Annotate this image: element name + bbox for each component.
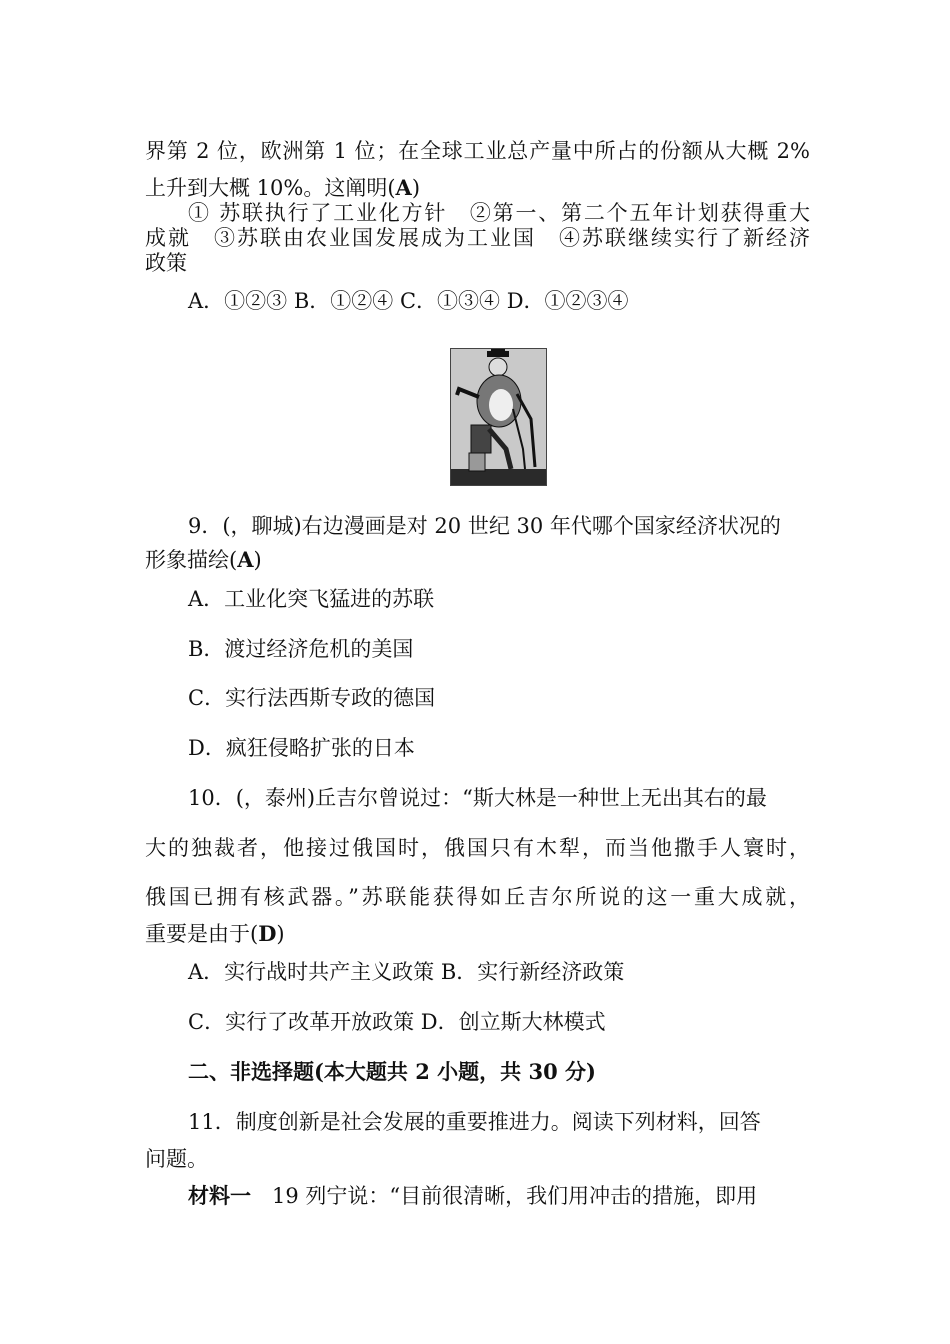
material-one: 材料一 19 列宁说：“目前很清晰，我们用冲击的措施，即用: [188, 1183, 758, 1208]
question-10: 10．(，泰州)丘吉尔曾说过：“斯大林是一种世上无出其右的最: [188, 786, 767, 810]
cartoon-drawing: [451, 349, 546, 485]
question-options: A．①②③ B．①②④ C．①③④ D．①②③④: [188, 289, 629, 313]
option-d: D．疯狂侵略扩张的日本: [188, 736, 415, 760]
options-ab: A．实行战时共产主义政策 B．实行新经济政策: [188, 960, 625, 984]
section-heading: 二、非选择题(本大题共 2 小题，共 30 分): [188, 1059, 596, 1084]
text-line: 大的独裁者，他接过俄国时，俄国只有木犁，而当他撒手人寰时，: [145, 836, 810, 860]
text-line: 俄国已拥有核武器。”苏联能获得如丘吉尔所说的这一重大成就，: [145, 885, 810, 909]
material-label: 材料一: [188, 1183, 251, 1208]
text-line: ① 苏联执行了工业化方针 ②第一、第二个五年计划获得重大: [188, 201, 810, 225]
options-cd: C．实行了改革开放政策 D．创立斯大林模式: [188, 1010, 606, 1034]
text-line: 成就 ③苏联由农业国发展成为工业国 ④苏联继续实行了新经济: [145, 226, 810, 250]
option-c: C．实行法西斯专政的德国: [188, 686, 436, 710]
question-11: 11．制度创新是社会发展的重要推进力。阅读下列材料，回答: [188, 1110, 761, 1134]
answer-q8: A: [395, 175, 412, 200]
text-line: 重要是由于(D): [145, 921, 285, 946]
answer-q9: A: [237, 547, 254, 572]
cartoon-image: [450, 348, 547, 486]
text-line: 问题。: [145, 1147, 208, 1171]
answer-q10: D: [258, 921, 277, 946]
text-line: 上升到大概 10%。这阐明(A): [145, 175, 421, 200]
option-b: B．渡过经济危机的美国: [188, 637, 414, 661]
text-line: 界第 2 位，欧洲第 1 位；在全球工业总产量中所占的份额从大概 2%: [145, 139, 810, 163]
text-line: 形象描绘(A): [145, 547, 262, 572]
text-line: 政策: [145, 251, 187, 275]
question-9: 9．(，聊城)右边漫画是对 20 世纪 30 年代哪个国家经济状况的: [188, 514, 781, 538]
option-a: A．工业化突飞猛进的苏联: [188, 587, 435, 611]
